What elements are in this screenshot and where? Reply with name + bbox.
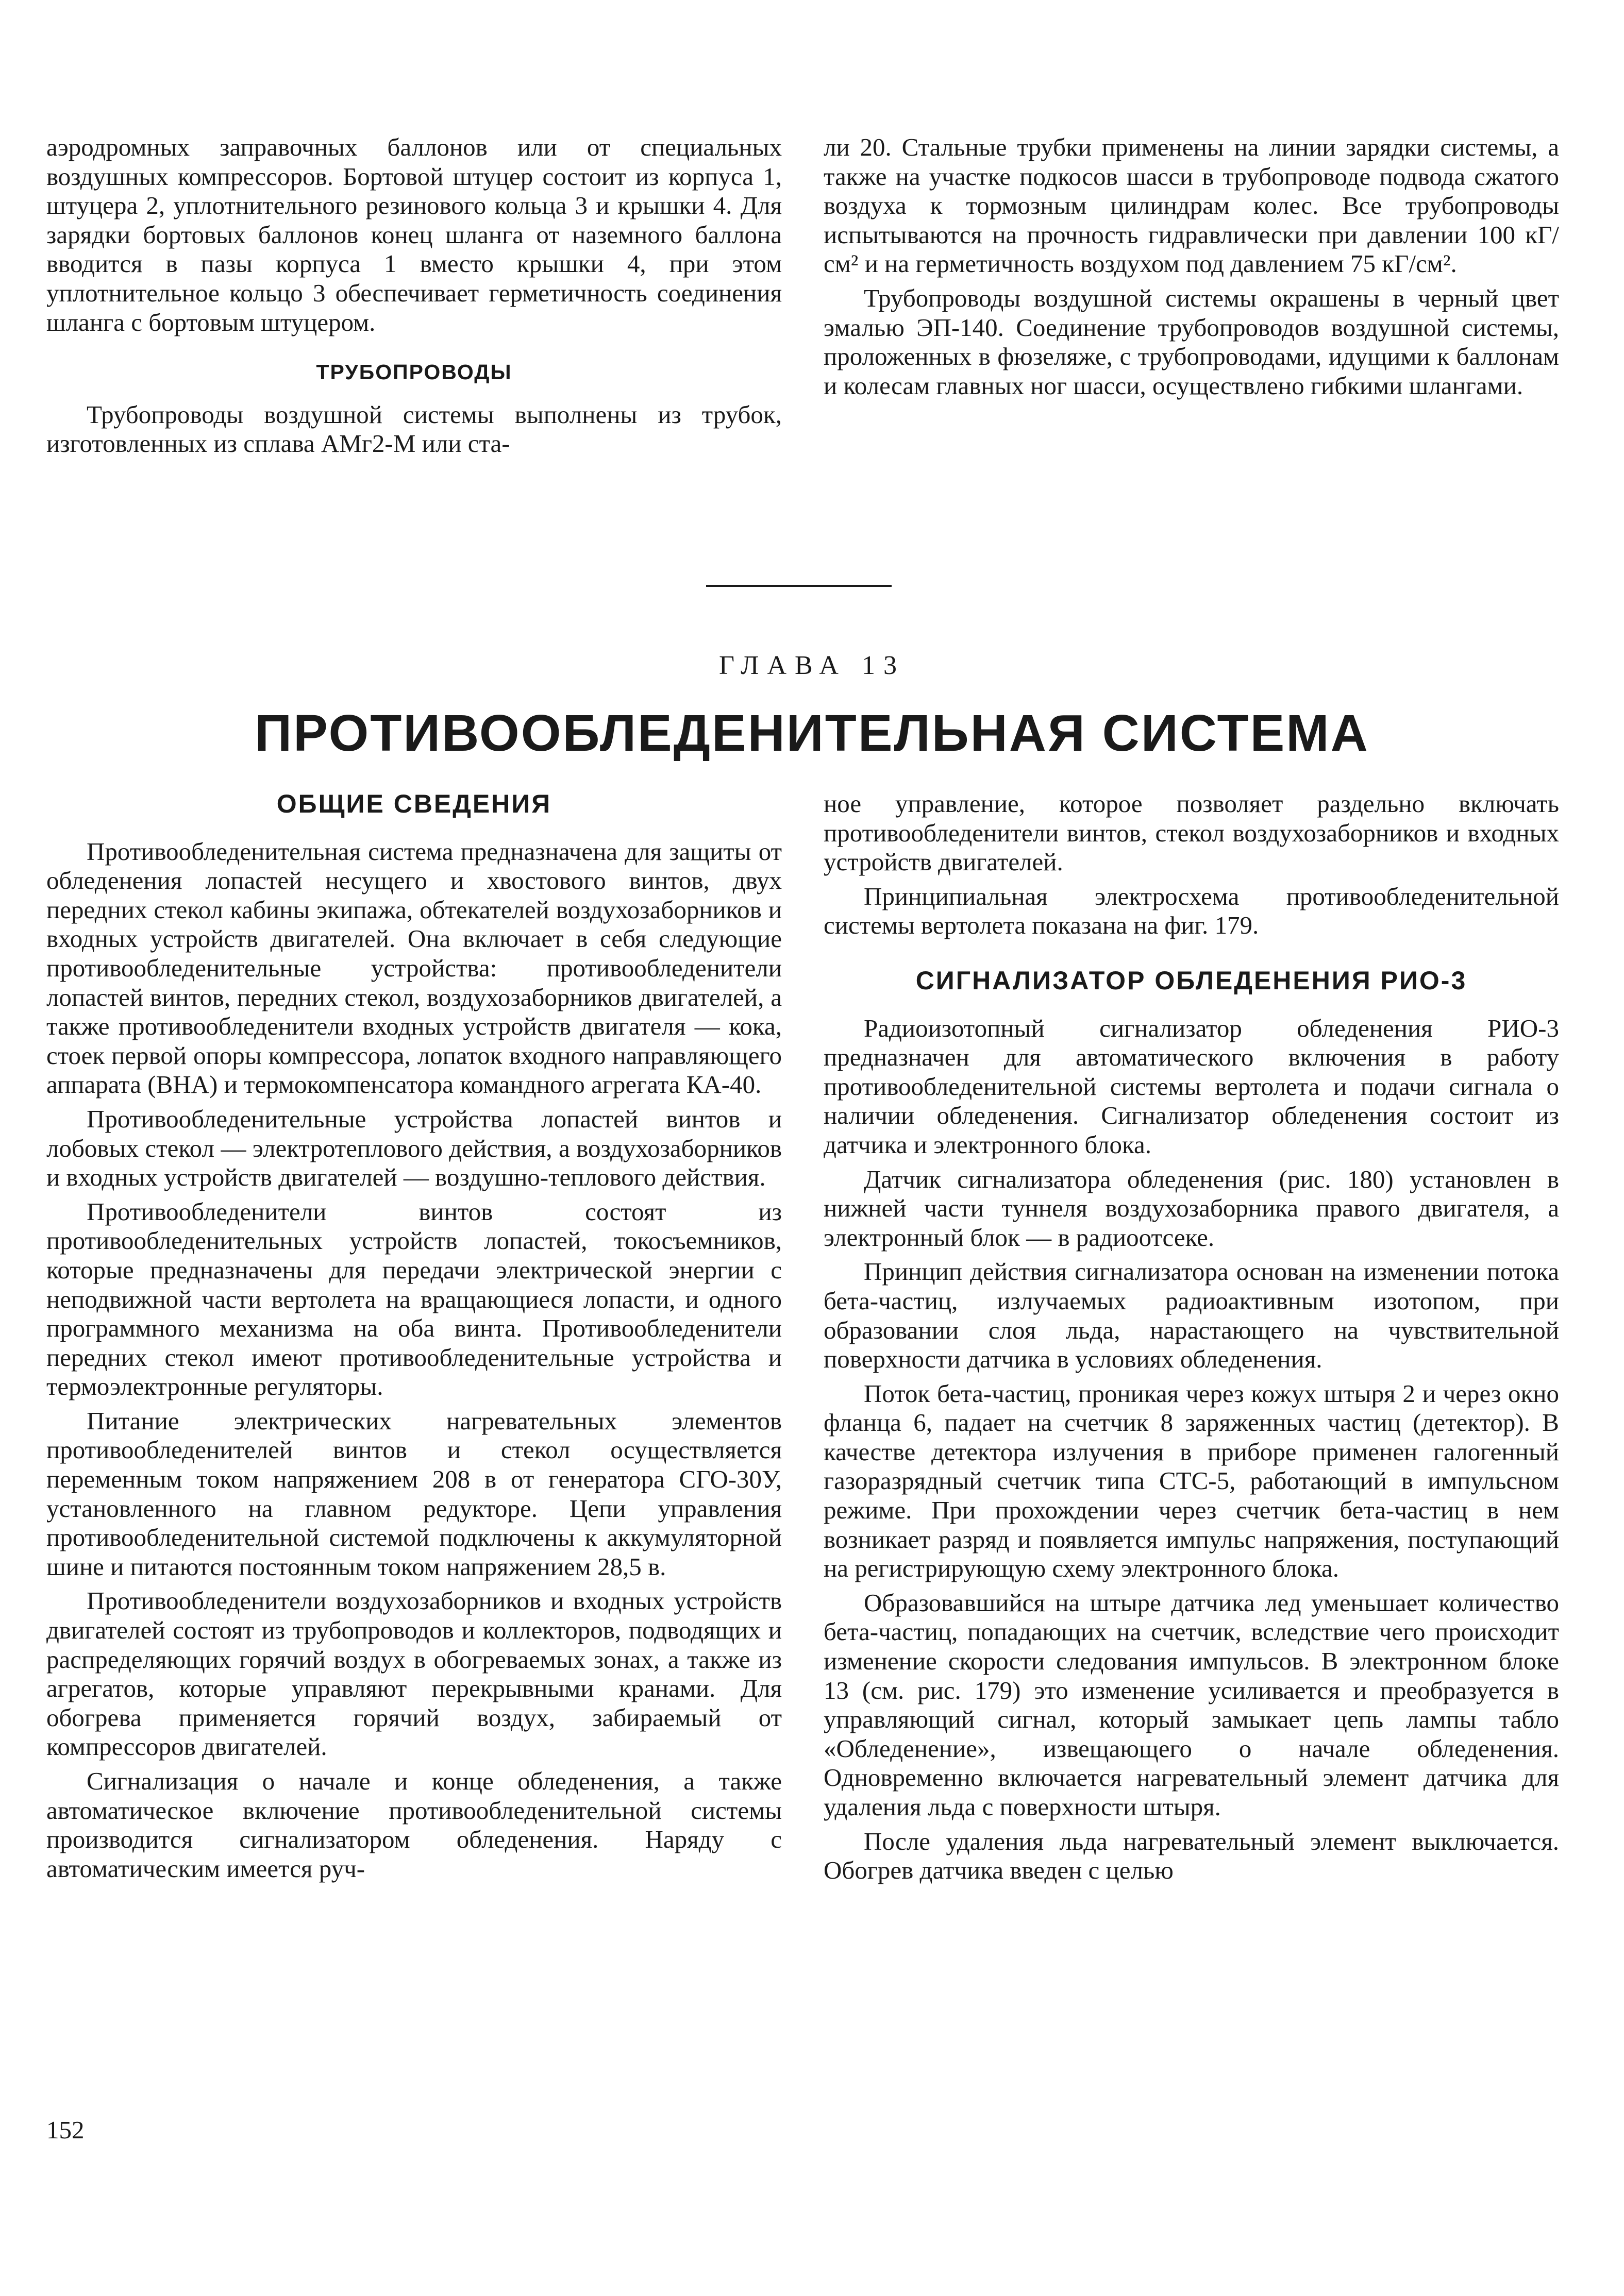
paragraph: После удаления льда нагревательный элемент выключается. Обогрев датчика введен с целью — [824, 1827, 1559, 1885]
paragraph: Поток бета-частиц, проникая через кожух штыря 2 и через окно фланца 6, падает на счетчик 8 заряженных частиц (детектор). В качестве детектора излучения в приборе применен галогенный газоразрядный счетчик типа СТС-5, работающий в импульсном режиме. При прохождении через счетчик бета-частиц в нем возникает разряд и появляется импульс напряжения, поступающий на регистрирующую схему электронного блока. — [824, 1379, 1559, 1583]
paragraph: Трубопроводы воздушной системы окрашены в черный цвет эмалью ЭП-140. Соединение трубопроводов воздушной системы, проложенных в фюзеляже, с трубопроводами, идущими к баллонам и колесам главных ног шасси, осуществлено гибкими шлангами. — [824, 283, 1559, 400]
paragraph: Трубопроводы воздушной системы выполнены из трубок, изготовленных из сплава АМг2-М или ста- — [46, 400, 782, 458]
paragraph: Сигнализация о начале и конце обледенения, а также автоматическое включение противообледенительной системы производится сигнализатором обледенения. Наряду с автоматическим имеется руч- — [46, 1767, 782, 1883]
section-heading-pipelines: ТРУБОПРОВОДЫ — [316, 360, 512, 384]
paragraph: Принцип действия сигнализатора основан на изменении потока бета-частиц, излучаемых радиоактивным изотопом, при образовании слоя льда, нарастающего на чувствительной поверхности датчика в условиях обледенения. — [824, 1257, 1559, 1374]
paragraph: аэродромных заправочных баллонов или от специальных воздушных компрессоров. Бортовой штуцер состоит из корпуса 1, штуцера 2, уплотнительного резинового кольца 3 и крышки 4. Для зарядки бортовых баллонов конец шланга от наземного баллона вводится в пазы корпуса 1 вместо крышки 4, при этом уплотнительное кольцо 3 обеспечивает герметичность соединения шланга с бортовым штуцером. — [46, 133, 782, 336]
bottom-right-column — [824, 789, 1559, 1890]
paragraph: Принципиальная электросхема противообледенительной системы вертолета показана на фиг. 179. — [824, 882, 1559, 940]
paragraph: ли 20. Стальные трубки применены на линии зарядки системы, а также на участке подкосов шасси в трубопроводе подвода сжатого воздуха к тормозным цилиндрам колес. Все трубопроводы испытываются на прочность гидравлически при давлении 100 кГ/см² и на герметичность воздухом под давлением 75 кГ/см². — [824, 133, 1559, 278]
bottom-left-column — [46, 789, 782, 1888]
chapter-label: ГЛАВА 13 — [719, 651, 905, 680]
paragraph: ное управление, которое позволяет раздельно включать противообледенители винтов, стекол воздухозаборников и входных устройств двигателей. — [824, 789, 1559, 876]
top-right-column — [824, 133, 1559, 406]
section-divider — [706, 585, 892, 587]
paragraph: Противообледенительная система предназначена для защиты от обледенения лопастей несущего и хвостового винтов, двух передних стекол кабины экипажа, обтекателей воздухозаборников и входных устройств двигателей. Она включает в себя следующие противообледенительные устройства: противообледенители лопастей винтов, передних стекол, воздухозаборников двигателей, а также противообледенители входных устройств двигателя — кока, стоек первой опоры компрессора, лопаток входного направляющего аппарата (ВНА) и термокомпенсатора командного агрегата КА-40. — [46, 837, 782, 1099]
paragraph: Противообледенители воздухозаборников и входных устройств двигателей состоят из трубопроводов и коллекторов, подводящих и распределяющих горячий воздух в обогреваемых зонах, а также из агрегатов, которые управляют перекрывными кранами. Для обогрева применяется горячий воздух, забираемый от компрессоров двигателей. — [46, 1586, 782, 1761]
chapter-title: ПРОТИВООБЛЕДЕНИТЕЛЬНАЯ СИСТЕМА — [255, 704, 1369, 762]
section-heading-ice-detector: СИГНАЛИЗАТОР ОБЛЕДЕНЕНИЯ РИО-3 — [915, 966, 1467, 995]
top-left-column — [46, 133, 782, 464]
section-heading-general: ОБЩИЕ СВЕДЕНИЯ — [276, 789, 552, 818]
page-number: 152 — [46, 2116, 85, 2144]
paragraph: Радиоизотопный сигнализатор обледенения РИО-3 предназначен для автоматического включения в работу противообледенительной системы вертолета и подачи сигнала о наличии обледенения. Сигнализатор обледенения состоит из датчика и электронного блока. — [824, 1014, 1559, 1159]
paragraph: Противообледенительные устройства лопастей винтов и лобовых стекол — электротеплового действия, а воздухозаборников и входных устройств двигателей — воздушно-теплового действия. — [46, 1104, 782, 1192]
paragraph: Датчик сигнализатора обледенения (рис. 180) установлен в нижней части туннеля воздухозаборника правого двигателя, а электронный блок — в радиоотсеке. — [824, 1164, 1559, 1252]
paragraph: Противообледенители винтов состоят из противообледенительных устройств лопастей, токосъемников, которые предназначены для передачи электрической энергии с неподвижной части вертолета на вращающиеся лопасти, и одного программного механизма на оба винта. Противообледенители передних стекол имеют противообледенительные устройства и термоэлектронные регуляторы. — [46, 1197, 782, 1401]
paragraph: Образовавшийся на штыре датчика лед уменьшает количество бета-частиц, попадающих на счетчик, вследствие чего происходит изменение скорости следования импульсов. В электронном блоке 13 (см. рис. 179) это изменение усиливается и преобразуется в управляющий сигнал, который замыкает цепь лампы табло «Обледенение», извещающего о начале обледенения. Одновременно включается нагревательный элемент датчика для удаления льда с поверхности штыря. — [824, 1588, 1559, 1821]
paragraph: Питание электрических нагревательных элементов противообледенителей винтов и стекол осуществляется переменным током напряжением 208 в от генератора СГО-30У, установленного на главном редукторе. Цепи управления противообледенительной системой подключены к аккумуляторной шине и питаются постоянным током напряжением 28,5 в. — [46, 1406, 782, 1581]
